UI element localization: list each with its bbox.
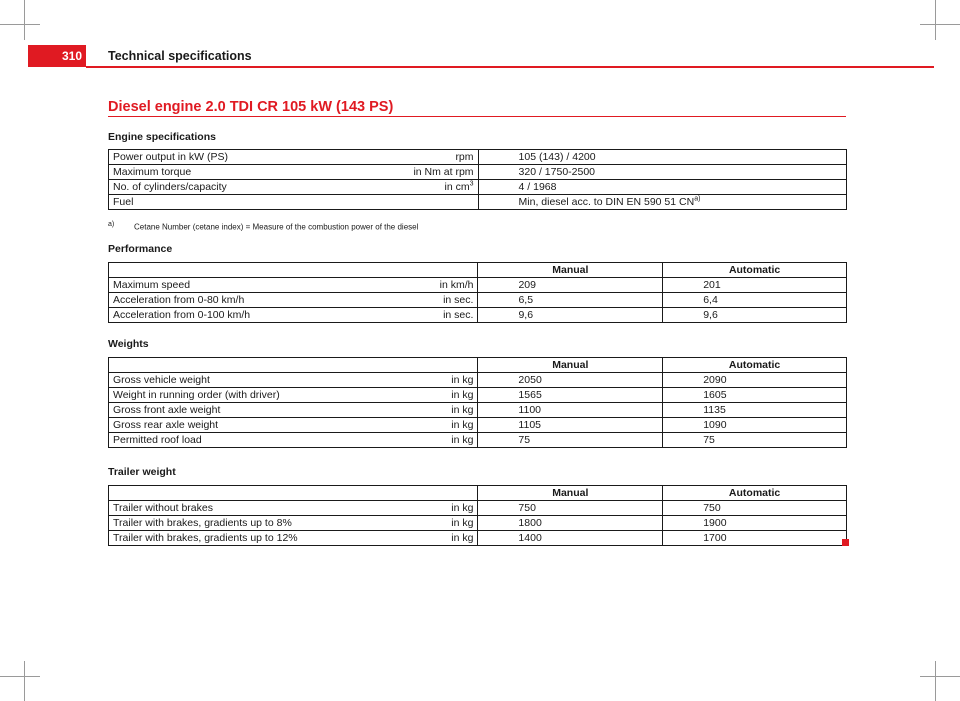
page-number: 310 [28,45,86,67]
crop-mark [24,661,25,701]
manual-value: 9,6 [478,308,663,323]
footnote-mark: a) [108,221,115,228]
row-label: Trailer without brakes [113,502,213,514]
column-header-manual: Manual [478,263,663,278]
performance-table [108,262,847,323]
row-unit: rpm [455,151,474,163]
crop-mark [920,24,960,25]
row-label: No. of cylinders/capacity [113,181,227,193]
automatic-value: 9,6 [663,308,847,323]
automatic-value: 1135 [663,403,847,418]
manual-value: 2050 [478,373,663,388]
manual-value: 750 [478,501,663,516]
row-value: 320 / 1750-2500 [478,165,846,180]
row-label: Acceleration from 0-100 km/h [113,309,251,321]
table-row [109,418,847,433]
row-unit: in kg [451,404,474,416]
row-unit: in sec. [443,309,474,321]
weights-table [108,357,847,448]
automatic-value: 2090 [663,373,847,388]
row-unit: in kg [451,374,474,386]
row-label: Maximum speed [113,279,191,291]
column-header-manual: Manual [478,358,663,373]
row-unit: in Nm at rpm [413,166,474,178]
engine-specs-table [108,149,847,210]
row-value: 4 / 1968 [478,180,846,195]
table-row [109,516,847,531]
crop-mark [0,24,40,25]
manual-value: 75 [478,433,663,448]
value-text: Min, diesel acc. to DIN EN 590 51 CN [518,196,695,208]
table-row [109,180,847,195]
table-row [109,403,847,418]
manual-value: 1565 [478,388,663,403]
automatic-value: 75 [663,433,847,448]
page-header-title: Technical specifications [108,49,252,63]
footnote-text: Cetane Number (cetane index) = Measure of the combustion power of the diesel [134,222,419,232]
manual-value: 1100 [478,403,663,418]
row-value: 105 (143) / 4200 [478,150,846,165]
crop-mark [0,676,40,677]
row-label: Maximum torque [113,166,192,178]
row-unit: in kg [451,434,474,446]
table-row [109,308,847,323]
unit-superscript: 3 [469,180,474,188]
crop-mark [935,661,936,701]
automatic-value: 6,4 [663,293,847,308]
row-unit: in kg [451,502,474,514]
crop-mark [935,0,936,40]
row-label: Permitted roof load [113,434,202,446]
table-row [109,373,847,388]
row-unit: in kg [451,389,474,401]
automatic-value: 1700 [663,531,847,546]
unit-text: in cm [444,181,470,193]
table-row [109,150,847,165]
section-title: Diesel engine 2.0 TDI CR 105 kW (143 PS) [108,99,394,115]
column-header-automatic: Automatic [663,358,847,373]
row-unit: in kg [451,517,474,529]
row-value [478,195,846,210]
row-label: Trailer with brakes, gradients up to 12% [113,532,298,544]
row-unit: in kg [451,419,474,431]
row-unit: in kg [451,532,474,544]
engine-specs-title: Engine specifications [108,131,216,143]
section-divider [108,116,846,117]
row-label: Power output in kW (PS) [113,151,228,163]
table-header-row [109,263,847,278]
column-header-automatic: Automatic [663,263,847,278]
automatic-value: 1900 [663,516,847,531]
row-label: Gross rear axle weight [113,419,219,431]
section-end-square-icon [842,539,849,546]
row-label: Trailer with brakes, gradients up to 8% [113,517,292,529]
row-label: Weight in running order (with driver) [113,389,280,401]
table-header-row [109,358,847,373]
trailer-weight-title: Trailer weight [108,466,176,478]
table-row [109,195,847,210]
automatic-value: 201 [663,278,847,293]
crop-mark [920,676,960,677]
row-unit [445,180,474,194]
manual-value: 1800 [478,516,663,531]
table-row [109,388,847,403]
table-row [109,293,847,308]
table-row [109,501,847,516]
trailer-weight-table [108,485,847,546]
manual-value: 1400 [478,531,663,546]
footnote [108,221,418,232]
table-header-row [109,486,847,501]
row-label: Gross front axle weight [113,404,221,416]
row-unit: in km/h [439,279,474,291]
row-unit: in sec. [443,294,474,306]
performance-title: Performance [108,243,173,255]
row-label: Gross vehicle weight [113,374,210,386]
table-row [109,165,847,180]
footnote-reference: a) [694,195,701,203]
automatic-value: 1605 [663,388,847,403]
manual-value: 1105 [478,418,663,433]
table-row [109,433,847,448]
manual-value: 209 [478,278,663,293]
crop-mark [24,0,25,40]
automatic-value: 1090 [663,418,847,433]
column-header-automatic: Automatic [663,486,847,501]
header-divider [86,66,934,68]
column-header-manual: Manual [478,486,663,501]
manual-value: 6,5 [478,293,663,308]
table-row [109,531,847,546]
row-label: Acceleration from 0-80 km/h [113,294,245,306]
automatic-value: 750 [663,501,847,516]
row-label: Fuel [113,196,134,208]
table-row [109,278,847,293]
weights-title: Weights [108,338,149,350]
